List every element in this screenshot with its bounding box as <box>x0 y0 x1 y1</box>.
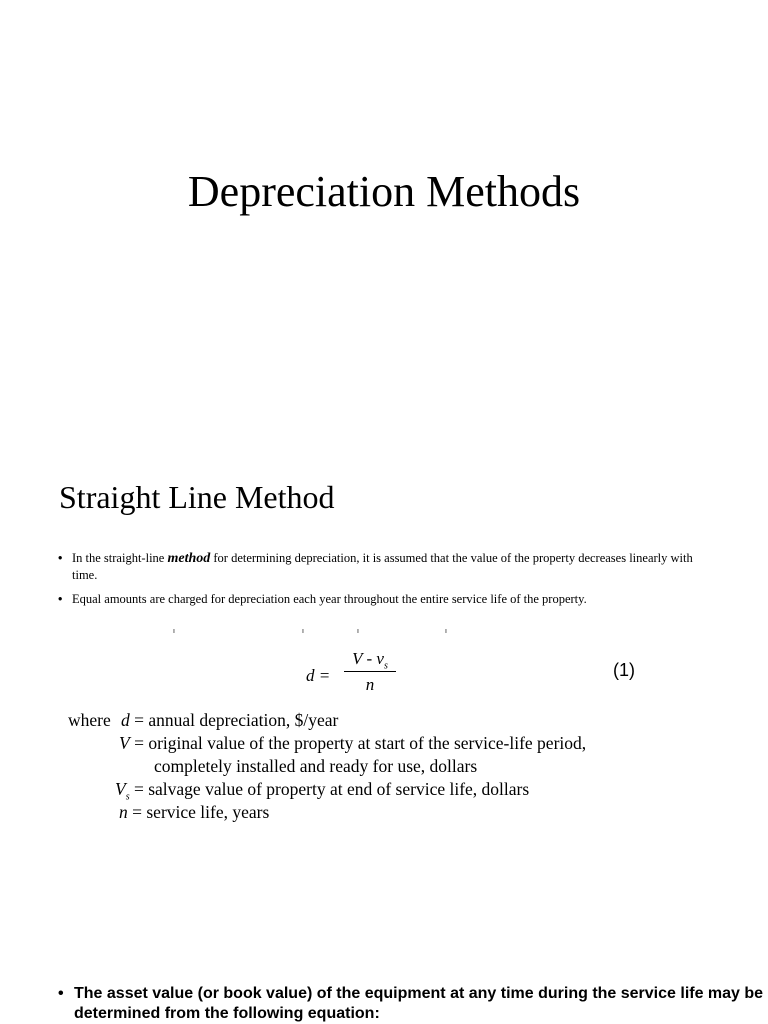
variable-symbol-subscript: s <box>125 791 130 803</box>
definition-row <box>68 732 587 755</box>
bullet-item-book-value <box>58 984 764 1024</box>
variable-symbol: n <box>119 802 128 822</box>
definition-row <box>68 709 339 732</box>
bullet-item-straight-line <box>58 550 698 584</box>
variable-symbol: V <box>115 779 126 799</box>
variable-description: = service life, years <box>132 802 270 822</box>
equation-number: (1) <box>613 660 635 680</box>
formula-numerator <box>342 648 398 670</box>
formula-lhs <box>306 666 330 686</box>
formula-numerator-subscript: s <box>383 660 388 672</box>
variable-symbol: V <box>119 733 130 753</box>
formula-lhs-text: d = <box>306 666 331 685</box>
formula-numerator-text: V - v <box>352 649 384 668</box>
variable-description: = salvage value of property at end of service life, dollars <box>133 779 530 799</box>
variable-definitions <box>68 709 587 824</box>
definition-row <box>68 755 478 778</box>
definition-row <box>68 778 530 803</box>
bullet-list <box>58 550 698 615</box>
variable-symbol: d <box>121 710 130 730</box>
variable-description: = annual depreciation, $/year <box>134 710 339 730</box>
section-heading: Straight Line Method <box>59 479 335 515</box>
bullet-text-post: for determining depreciation, it is assumed that the value of the property decreases linearly with time. <box>72 551 693 582</box>
slide-title: Depreciation Methods <box>187 167 581 216</box>
formula-fraction <box>342 648 398 695</box>
formula-denominator: n <box>365 675 375 694</box>
definition-row <box>68 801 270 824</box>
variable-description: = original value of the property at start of the service-life period, <box>134 733 587 753</box>
bullet-dot-icon: • <box>58 592 63 606</box>
where-label: where <box>68 710 111 730</box>
bullet-text: Equal amounts are charged for depreciation each year throughout the entire service life of the property. <box>72 592 587 606</box>
bullet-dot-icon: • <box>58 551 63 565</box>
bullet-text-emphasis: method <box>167 551 211 566</box>
scan-artifact-marks: ı ı ı ı <box>173 628 447 635</box>
fraction-bar <box>344 671 396 672</box>
bullet-text-pre: In the straight-line <box>72 551 168 565</box>
bullet-item-equal-amounts <box>58 591 698 608</box>
bullet-text: The asset value (or book value) of the equipment at any time during the service life may be determined from the following equation: <box>74 985 764 1022</box>
variable-description-continued: completely installed and ready for use, dollars <box>154 756 478 776</box>
bullet-dot-icon: • <box>58 985 64 1002</box>
